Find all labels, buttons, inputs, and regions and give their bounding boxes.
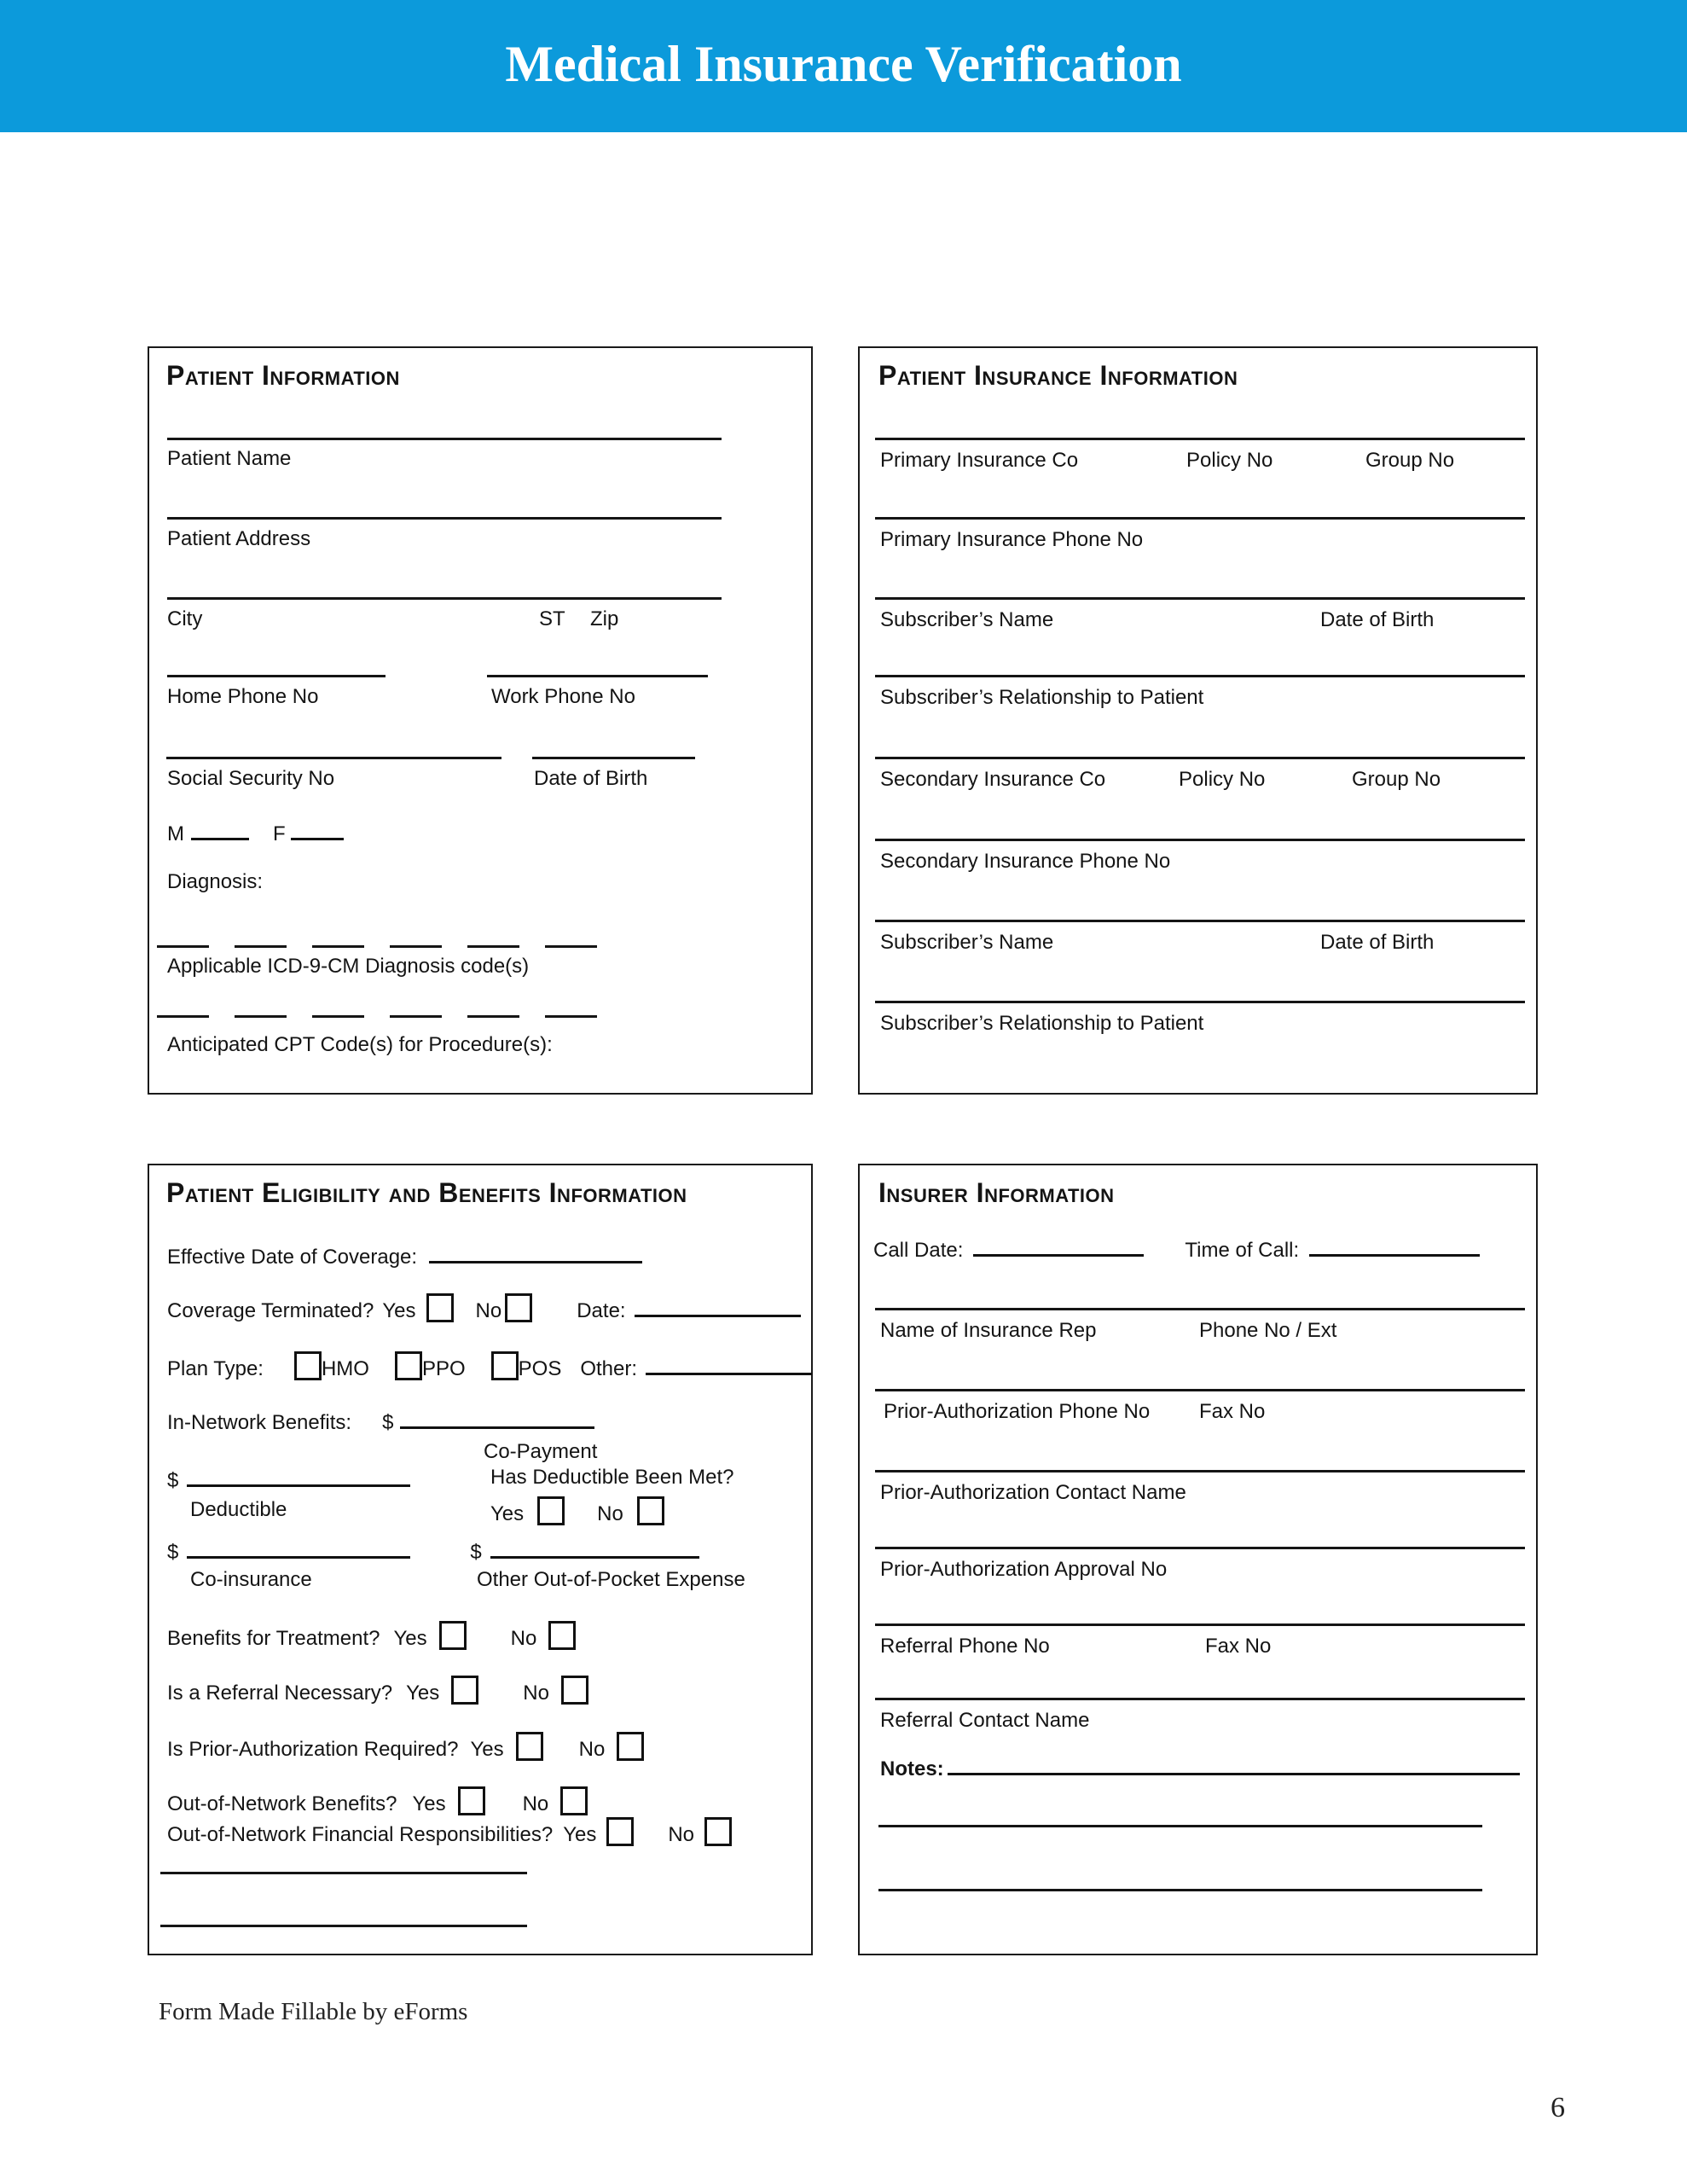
- icd-code-blanks: [157, 945, 597, 948]
- coverage-date-label: Date:: [577, 1299, 626, 1322]
- plan-other-blank[interactable]: [646, 1354, 812, 1375]
- call-date-row: [873, 1235, 1480, 1263]
- cpt-code-blank[interactable]: [235, 1015, 287, 1018]
- deductible-dollar-sign: $: [167, 1469, 179, 1492]
- secondary-relationship-field-line[interactable]: [875, 1001, 1525, 1003]
- insurer-notes-line-1[interactable]: [878, 1825, 1482, 1827]
- referral-no-checkbox[interactable]: [561, 1676, 588, 1705]
- female-blank[interactable]: [291, 819, 344, 840]
- work-phone-field-line[interactable]: [487, 675, 708, 677]
- referral-phone-label: Referral Phone No: [880, 1635, 1050, 1658]
- plan-hmo-checkbox[interactable]: [294, 1351, 322, 1380]
- cpt-label: Anticipated CPT Code(s) for Procedure(s):: [167, 1033, 553, 1056]
- diagnosis-label: Diagnosis:: [167, 870, 264, 893]
- primary-policy-no-label: Policy No: [1186, 449, 1273, 472]
- oon-financial-yes-label: Yes: [563, 1823, 597, 1846]
- pa-contact-field-line[interactable]: [875, 1470, 1525, 1472]
- primary-subscriber-relationship-label: Subscriber’s Relationship to Patient: [880, 686, 1204, 709]
- benefits-no-checkbox[interactable]: [548, 1621, 576, 1650]
- plan-type-label: Plan Type:: [167, 1357, 264, 1380]
- icd-code-blank[interactable]: [235, 945, 287, 948]
- copay-blank[interactable]: [400, 1408, 594, 1429]
- insurer-heading: Insurer Information: [878, 1177, 1115, 1208]
- secondary-subscriber-dob-label: Date of Birth: [1320, 931, 1435, 954]
- referral-yes-checkbox[interactable]: [451, 1676, 478, 1705]
- prior-auth-yes-checkbox[interactable]: [516, 1732, 543, 1761]
- secondary-insurance-phone-label: Secondary Insurance Phone No: [880, 850, 1171, 873]
- coverage-yes-checkbox[interactable]: [426, 1293, 454, 1322]
- coverage-no-checkbox[interactable]: [505, 1293, 532, 1322]
- plan-ppo-checkbox[interactable]: [395, 1351, 422, 1380]
- pa-fax-label: Fax No: [1199, 1400, 1266, 1423]
- patient-name-label: Patient Name: [167, 447, 292, 470]
- cpt-code-blank[interactable]: [467, 1015, 519, 1018]
- referral-no-label: No: [523, 1682, 549, 1705]
- rep-phone-ext-label: Phone No / Ext: [1199, 1319, 1337, 1342]
- dob-label: Date of Birth: [534, 767, 648, 790]
- city-label: City: [167, 607, 203, 630]
- call-date-blank[interactable]: [973, 1235, 1144, 1257]
- patient-info-box: [148, 346, 813, 1095]
- benefits-treatment-label: Benefits for Treatment?: [167, 1627, 380, 1650]
- referral-necessary-row: [167, 1676, 588, 1705]
- prior-auth-no-label: No: [578, 1738, 606, 1761]
- ssn-field-line[interactable]: [166, 757, 501, 759]
- deductible-label: Deductible: [190, 1498, 287, 1521]
- eligibility-notes-line-2[interactable]: [160, 1925, 527, 1927]
- footer-credit: Form Made Fillable by eForms: [159, 1998, 468, 2025]
- insurer-info-box: [858, 1164, 1538, 1955]
- secondary-subscriber-name-label: Subscriber’s Name: [880, 931, 1054, 954]
- pa-phone-field-line[interactable]: [875, 1389, 1525, 1391]
- deductible-met-row: [490, 1496, 664, 1526]
- notes-label: Notes:: [880, 1757, 944, 1780]
- prior-auth-no-checkbox[interactable]: [617, 1732, 644, 1761]
- coinsurance-dollar-sign: $: [167, 1541, 179, 1564]
- prior-auth-required-label: Is Prior-Authorization Required?: [167, 1738, 459, 1761]
- notes-blank[interactable]: [948, 1754, 1520, 1775]
- patient-name-field-line[interactable]: [167, 438, 722, 440]
- primary-insurance-field-line[interactable]: [875, 438, 1525, 440]
- referral-yes-label: Yes: [406, 1682, 440, 1705]
- oon-financial-row: [167, 1817, 732, 1847]
- zip-label: Zip: [590, 607, 619, 630]
- referral-necessary-label: Is a Referral Necessary?: [167, 1682, 393, 1705]
- male-blank[interactable]: [191, 819, 249, 840]
- primary-group-no-label: Group No: [1365, 449, 1455, 472]
- deductible-amount-row: [167, 1466, 410, 1493]
- benefits-yes-checkbox[interactable]: [439, 1621, 467, 1650]
- co-insurance-label: Co-insurance: [190, 1568, 312, 1591]
- notes-row: [880, 1754, 1520, 1781]
- oon-benefits-yes-checkbox[interactable]: [458, 1786, 485, 1815]
- other-oop-label: Other Out-of-Pocket Expense: [477, 1568, 745, 1591]
- title-banner: [0, 0, 1687, 132]
- pa-phone-label: Prior-Authorization Phone No: [884, 1400, 1151, 1423]
- female-label: F: [273, 822, 286, 845]
- plan-type-row: [167, 1351, 812, 1381]
- home-phone-label: Home Phone No: [167, 685, 319, 708]
- oon-financial-no-checkbox[interactable]: [704, 1817, 732, 1846]
- patient-address-label: Patient Address: [167, 527, 311, 550]
- primary-insurance-co-label: Primary Insurance Co: [880, 449, 1079, 472]
- patient-info-heading: Patient Information: [166, 360, 400, 391]
- time-of-call-label: Time of Call:: [1185, 1239, 1300, 1262]
- copay-dollar-sign: $: [382, 1411, 394, 1434]
- prior-auth-required-row: [167, 1732, 644, 1762]
- cpt-code-blank[interactable]: [545, 1015, 597, 1018]
- rep-name-field-line[interactable]: [875, 1308, 1525, 1310]
- secondary-group-no-label: Group No: [1352, 768, 1441, 791]
- effective-date-blank[interactable]: [429, 1242, 642, 1263]
- coinsurance-blank[interactable]: [187, 1537, 410, 1559]
- cpt-code-blank[interactable]: [312, 1015, 364, 1018]
- secondary-phone-field-line[interactable]: [875, 839, 1525, 841]
- plan-other-label: Other:: [580, 1357, 638, 1380]
- pa-contact-label: Prior-Authorization Contact Name: [880, 1481, 1186, 1504]
- deductible-met-no-checkbox[interactable]: [637, 1496, 664, 1525]
- secondary-policy-no-label: Policy No: [1179, 768, 1266, 791]
- primary-subscriber-dob-label: Date of Birth: [1320, 608, 1435, 631]
- ssn-label: Social Security No: [167, 767, 335, 790]
- state-label: ST: [539, 607, 565, 630]
- referral-fax-label: Fax No: [1205, 1635, 1272, 1658]
- cpt-code-blanks: [157, 1015, 597, 1018]
- oon-benefits-yes-label: Yes: [412, 1792, 446, 1815]
- male-label: M: [167, 822, 184, 845]
- secondary-insurance-field-line[interactable]: [875, 757, 1525, 759]
- secondary-insurance-co-label: Secondary Insurance Co: [880, 768, 1106, 791]
- in-network-row: [167, 1408, 594, 1435]
- oon-benefits-no-checkbox[interactable]: [560, 1786, 588, 1815]
- prior-auth-yes-label: Yes: [470, 1738, 504, 1761]
- coverage-date-blank[interactable]: [635, 1296, 801, 1317]
- oon-benefits-label: Out-of-Network Benefits?: [167, 1792, 397, 1815]
- patient-insurance-info-box: [858, 346, 1538, 1095]
- coinsurance-amount-row: [167, 1537, 699, 1565]
- has-deductible-label: Has Deductible Been Met?: [490, 1466, 734, 1489]
- primary-relationship-field-line[interactable]: [875, 675, 1525, 677]
- home-phone-field-line[interactable]: [167, 675, 386, 677]
- oon-financial-yes-checkbox[interactable]: [606, 1817, 634, 1846]
- deductible-met-no-label: No: [597, 1502, 623, 1525]
- oop-blank[interactable]: [490, 1537, 699, 1559]
- deductible-blank[interactable]: [187, 1466, 410, 1487]
- primary-subscriber-field-line[interactable]: [875, 597, 1525, 600]
- plan-hmo-label: HMO: [321, 1357, 369, 1380]
- oon-financial-no-label: No: [668, 1823, 695, 1846]
- coverage-terminated-label: Coverage Terminated?: [167, 1299, 374, 1322]
- referral-contact-field-line[interactable]: [875, 1698, 1525, 1700]
- primary-subscriber-name-label: Subscriber’s Name: [880, 608, 1054, 631]
- icd-code-blank[interactable]: [467, 945, 519, 948]
- icd-label: Applicable ICD-9-CM Diagnosis code(s): [167, 955, 530, 978]
- cpt-code-blank[interactable]: [390, 1015, 442, 1018]
- icd-code-blank[interactable]: [157, 945, 209, 948]
- dob-field-line[interactable]: [532, 757, 695, 759]
- cpt-code-blank[interactable]: [157, 1015, 209, 1018]
- secondary-subscriber-field-line[interactable]: [875, 920, 1525, 922]
- eligibility-box: [148, 1164, 813, 1955]
- pa-approval-label: Prior-Authorization Approval No: [880, 1558, 1168, 1581]
- in-network-label: In-Network Benefits:: [167, 1411, 352, 1434]
- deductible-met-yes-checkbox[interactable]: [537, 1496, 565, 1525]
- benefits-yes-label: Yes: [393, 1627, 427, 1650]
- work-phone-label: Work Phone No: [491, 685, 635, 708]
- primary-insurance-phone-label: Primary Insurance Phone No: [880, 528, 1144, 551]
- pa-approval-field-line[interactable]: [875, 1547, 1525, 1549]
- benefits-no-label: No: [510, 1627, 537, 1650]
- coverage-yes-label: Yes: [382, 1299, 416, 1322]
- insurer-notes-line-2[interactable]: [878, 1889, 1482, 1891]
- deductible-met-yes-label: Yes: [490, 1502, 525, 1525]
- oon-financial-label: Out-of-Network Financial Responsibilities?: [167, 1823, 554, 1846]
- oon-benefits-no-label: No: [522, 1792, 549, 1815]
- patient-insurance-heading: Patient Insurance Information: [878, 360, 1238, 391]
- effective-date-row: [167, 1242, 642, 1269]
- icd-code-blank[interactable]: [312, 945, 364, 948]
- oop-dollar-sign: $: [470, 1541, 482, 1564]
- city-st-zip-field-line[interactable]: [167, 597, 722, 600]
- oon-benefits-row: [167, 1786, 588, 1816]
- secondary-subscriber-relationship-label: Subscriber’s Relationship to Patient: [880, 1012, 1204, 1035]
- page-number: 6: [1551, 2092, 1565, 2123]
- primary-phone-field-line[interactable]: [875, 517, 1525, 520]
- plan-pos-checkbox[interactable]: [491, 1351, 519, 1380]
- coverage-no-label: No: [475, 1299, 502, 1322]
- referral-contact-label: Referral Contact Name: [880, 1709, 1090, 1732]
- eligibility-heading: Patient Eligibility and Benefits Information: [166, 1177, 687, 1208]
- plan-pos-label: POS: [518, 1357, 562, 1380]
- effective-date-label: Effective Date of Coverage:: [167, 1246, 418, 1269]
- sex-row: [167, 819, 344, 846]
- call-date-label: Call Date:: [873, 1239, 964, 1262]
- icd-code-blank[interactable]: [545, 945, 597, 948]
- coverage-terminated-row: [167, 1293, 801, 1323]
- plan-ppo-label: PPO: [421, 1357, 466, 1380]
- benefits-treatment-row: [167, 1621, 576, 1651]
- page-title: Medical Insurance Verification: [505, 36, 1182, 92]
- patient-address-field-line[interactable]: [167, 517, 722, 520]
- co-payment-label: Co-Payment: [484, 1440, 598, 1463]
- rep-name-label: Name of Insurance Rep: [880, 1319, 1097, 1342]
- icd-code-blank[interactable]: [390, 945, 442, 948]
- referral-phone-field-line[interactable]: [875, 1623, 1525, 1626]
- eligibility-notes-line-1[interactable]: [160, 1872, 527, 1874]
- time-of-call-blank[interactable]: [1309, 1235, 1480, 1257]
